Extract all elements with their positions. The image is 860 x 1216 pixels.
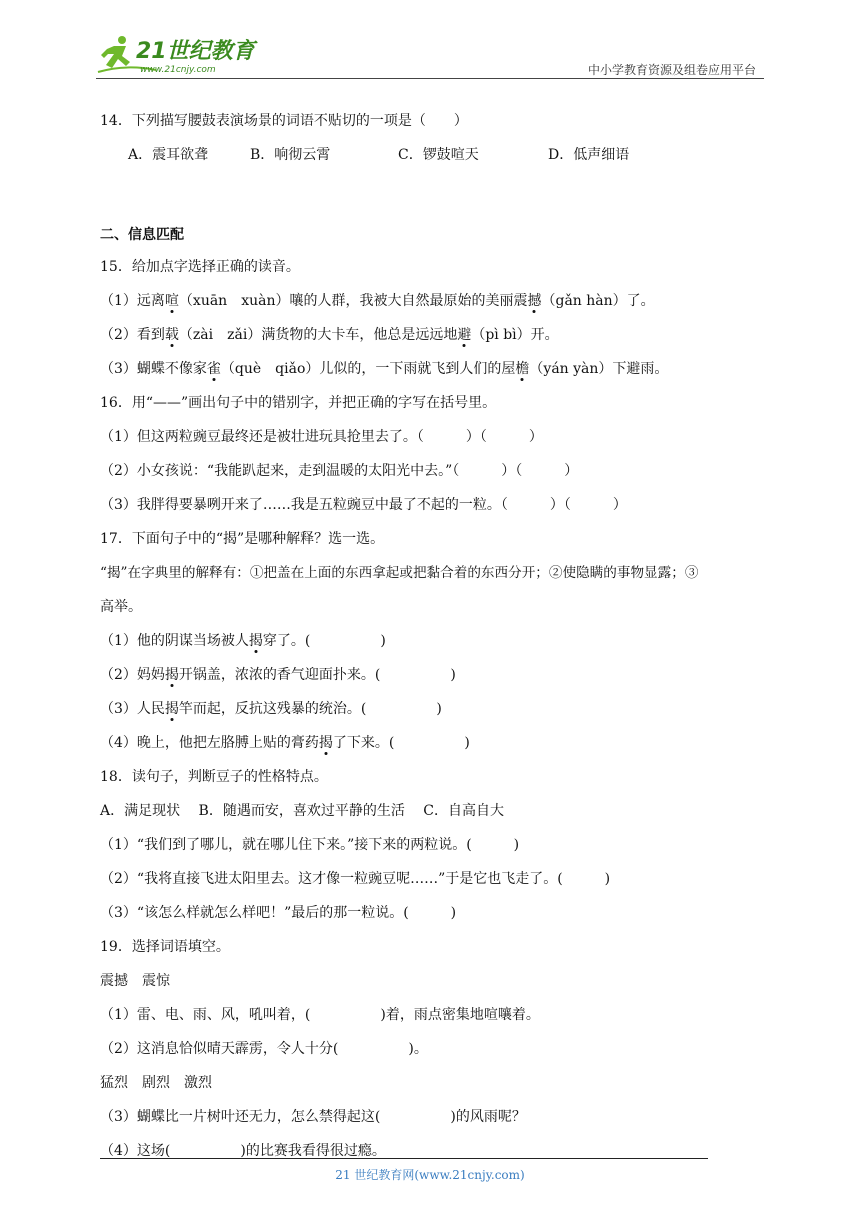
q16-item-2: （2）小女孩说：“我能趴起来，走到温暖的太阳光中去。”（ ）（ ） [100,463,579,479]
header-platform-text: 中小学教育资源及组卷应用平台 [587,63,756,77]
q17-4-dotted-char: 揭 [318,735,333,751]
section-title: 二、信息匹配 [100,227,184,243]
q17-item-4 [100,726,770,760]
q14-option-b[interactable]: B．响彻云霄 [250,147,331,163]
q17-2-text-a: （2）妈妈 [100,667,165,683]
q15-item-1 [100,284,770,318]
q15-2-text-a: （2）看到 [100,327,165,343]
page-header [0,0,860,80]
q15-1-text-a: （1）远离 [100,293,165,309]
q18-options: A．满足现状 B．随遇而安，喜欢过平静的生活 C．自高自大 [100,803,505,819]
q18-item-1: （1）“我们到了哪儿，就在哪儿住下来。”接下来的两粒说。( ) [100,837,520,853]
q15-3-dotted-char-1: 雀 [206,361,221,377]
q15-item-2 [100,318,770,352]
q15-3-dotted-char-2: 檐 [515,361,530,377]
q15-2-text-b: （zài zǎi）满货物的大卡车，他总是远远地 [178,327,458,343]
footer-divider [100,1158,708,1159]
q15-1-text-b: （xuān xuàn）嚷的人群，我被大自然最原始的美丽震 [178,293,528,309]
logo-text: 21世纪教育 [136,39,255,64]
q15-item-3 [100,352,770,386]
q14-stem: 14．下列描写腰鼓表演场景的词语不贴切的一项是（ ） [100,113,468,129]
q14-option-c[interactable]: C．锣鼓喧天 [398,147,479,163]
q19-item-3: （3）蝴蝶比一片树叶还无力，怎么禁得起这( )的风雨呢？ [100,1109,526,1125]
q17-stem: 17．下面句子中的“揭”是哪种解释？选一选。 [100,531,385,547]
q17-1-text-b: 穿了。( ) [262,633,386,649]
q14-options [100,138,770,172]
q15-3-text-c: （yán yàn）下避雨。 [529,361,669,377]
q15-3-text-a: （3）蝴蝶不像家 [100,361,207,377]
q16-stem: 16．用“——”画出句子中的错别字，并把正确的字写在括号里。 [100,395,497,411]
q19-item-1: （1）雷、电、雨、风，吼叫着，( )着，雨点密集地喧嚷着。 [100,1007,540,1023]
header-divider [96,78,764,79]
q15-3-text-b: （què qiǎo）儿似的，一下雨就飞到人们的屋 [220,361,516,377]
q17-1-text-a: （1）他的阴谋当场被人 [100,633,249,649]
footer-link[interactable]: 21 世纪教育网(www.21cnjy.com) [335,1168,525,1182]
q15-1-text-c: （gǎn hàn）了。 [541,293,655,309]
q17-3-dotted-char: 揭 [164,701,179,717]
q15-1-dotted-char-1: 喧 [164,293,179,309]
q18-item-3: （3）“该怎么样就怎么样吧！”最后的那一粒说。( ) [100,905,457,921]
q17-item-1 [100,624,770,658]
q16-item-3: （3）我胖得要暴咧开来了……我是五粒豌豆中最了不起的一粒。（ ）（ ） [100,497,627,513]
q15-2-text-c: （pì bì）开。 [471,327,559,343]
q17-2-text-b: 开锅盖，浓浓的香气迎面扑来。( ) [178,667,456,683]
q17-1-dotted-char: 揭 [248,633,263,649]
q17-3-text-b: 竿而起，反抗这残暴的统治。( ) [178,701,442,717]
q19-word-group-2: 猛烈 剧烈 激烈 [100,1075,212,1091]
q17-explanation-line-1: “揭”在字典里的解释有：①把盖在上面的东西拿起或把黏合着的东西分开；②使隐瞒的事物显露；③ [100,565,699,581]
q17-item-2 [100,658,770,692]
q15-2-dotted-char-1: 载 [164,327,179,343]
q17-2-dotted-char: 揭 [164,667,179,683]
runner-logo-icon [96,34,296,78]
document-body [100,104,770,1168]
q14-option-d[interactable]: D．低声细语 [548,147,630,163]
q17-item-3 [100,692,770,726]
q17-4-text-a: （4）晚上，他把左胳膊上贴的膏药 [100,735,319,751]
logo-url: www.21cnjy.com [140,65,216,75]
q15-2-dotted-char-2: 避 [457,327,472,343]
q15-1-dotted-char-2: 撼 [527,293,542,309]
q17-3-text-a: （3）人民 [100,701,165,717]
q14-option-a[interactable]: A．震耳欲聋 [128,147,209,163]
q19-item-2: （2）这消息恰似晴天霹雳，令人十分( )。 [100,1041,428,1057]
spacer [100,172,770,220]
q19-item-4: （4）这场( )的比赛我看得很过瘾。 [100,1143,386,1159]
q17-4-text-b: 了下来。( ) [332,735,470,751]
q17-explanation-line-2: 高举。 [100,599,142,615]
q18-stem: 18．读句子，判断豆子的性格特点。 [100,769,328,785]
q19-stem: 19．选择词语填空。 [100,939,230,955]
site-logo[interactable] [96,34,296,78]
q16-item-1: （1）但这两粒豌豆最终还是被壮进玩具抢里去了。（ ）（ ） [100,429,543,445]
q19-word-group-1: 震撼 震惊 [100,973,170,989]
q15-stem: 15．给加点字选择正确的读音。 [100,259,300,275]
q18-item-2: （2）“我将直接飞进太阳里去。这才像一粒豌豆呢……”于是它也飞走了。( ) [100,871,611,887]
